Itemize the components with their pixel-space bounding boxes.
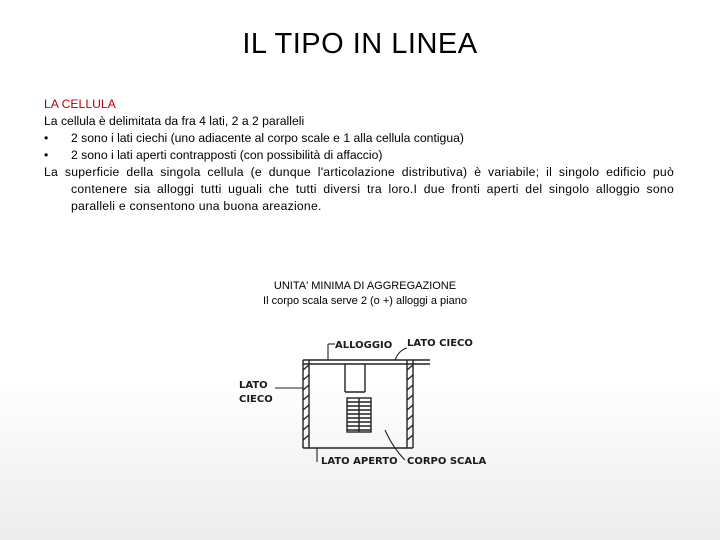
bullet-mark: • <box>44 148 49 162</box>
caption-title: UNITA' MINIMA DI AGGREGAZIONE <box>273 280 457 292</box>
right-wall <box>407 360 413 448</box>
label-lato-cieco-left-1: LATO <box>239 380 268 391</box>
label-lato-cieco-left-2: CIECO <box>239 394 273 405</box>
bullet-text: 2 sono i lati aperti contrapposti (con possibilità di affaccio) <box>71 148 383 162</box>
label-alloggio: ALLOGGIO <box>335 340 393 351</box>
bullet-item <box>44 130 674 147</box>
stair-core <box>345 364 371 432</box>
left-wall <box>303 360 309 448</box>
label-corpo-scala: CORPO SCALA <box>407 456 487 467</box>
bullet-item <box>44 147 674 164</box>
slide-title: IL TIPO IN LINEA <box>242 28 478 60</box>
body-text <box>44 96 674 215</box>
figure-caption <box>200 279 530 309</box>
label-lato-aperto: LATO APERTO <box>321 456 398 467</box>
top-wall <box>303 360 430 364</box>
bullet-text: 2 sono i lati ciechi (uno adiacente al corpo scale e 1 alla cellula contigua) <box>71 131 464 145</box>
section-heading: LA CELLULA <box>44 97 116 111</box>
cell-sketch <box>235 330 490 480</box>
intro-line: La cellula è delimitata da fra 4 lati, 2 a 2 paralleli <box>44 114 305 128</box>
bullet-mark: • <box>44 131 49 145</box>
caption-subtitle: Il corpo scala serve 2 (o +) alloggi a piano <box>263 295 467 307</box>
label-lato-cieco-top: LATO CIECO <box>407 338 473 349</box>
description-paragraph: La superficie della singola cellula (e dunque l'articolazione distributiva) è variabile; il singolo edificio può contenere sia alloggi tutti uguali che tutti diversi tra loro.I due fronti aperti del singolo alloggio sono paralleli e consentono una buona areazione. <box>44 165 674 213</box>
leader-lines <box>275 344 407 462</box>
